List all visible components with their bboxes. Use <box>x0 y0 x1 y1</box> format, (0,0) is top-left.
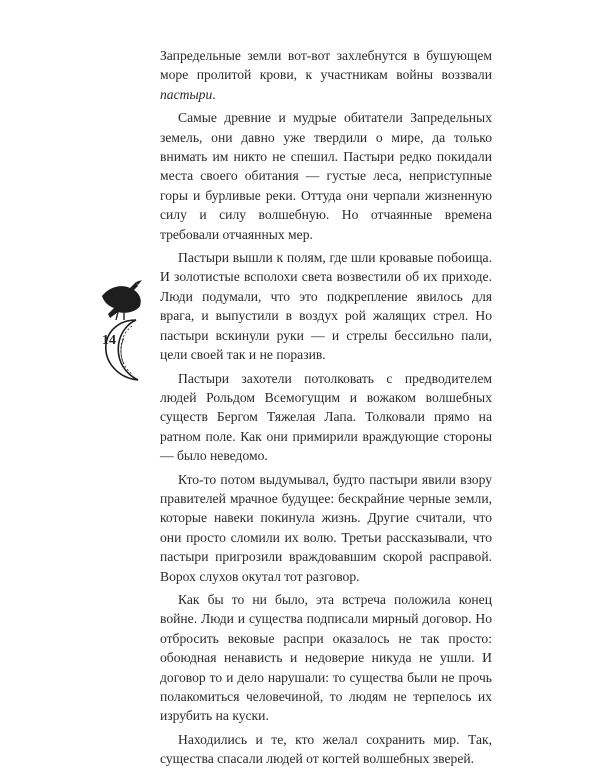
paragraph: Самые древние и мудрые обитатели Запредельных земель, они давно уже твердили о мире, да только внимать им никто не спешил. Пастыри редко покидали места своего обитания — густые леса, неприступные горы и бурливые реки. Оттуда они черпали жизненную силу и силу волшебную. Но отчаянные времена требовали отчаянных мер. <box>160 110 492 242</box>
paragraph-text: Запредельные земли вот-вот захлебнутся в бушующем море пролитой крови, к участникам войны воззвали <box>160 48 492 83</box>
paragraph: Находились и те, кто желал сохранить мир. Так, существа спасали людей от когтей волшебных зверей. <box>160 731 492 767</box>
paragraph <box>160 46 492 104</box>
emphasized-term: пастыри <box>160 86 213 102</box>
body-text <box>160 46 492 773</box>
paragraph: Пастыри вышли к полям, где шли кровавые побоища. И золотистые всполохи света возвестили об их приходе. Люди подумали, что это подкрепление явилось для врага, и выпустили в воздух рой жалящих стрел. Но пастыри вскинули руки — и стрелы бессильно пали, цели своей так и не поразив. <box>160 250 492 363</box>
raven-on-crescent-moon-icon <box>96 274 168 386</box>
paragraph-text: . <box>212 86 216 102</box>
paragraph: Кто-то потом выдумывал, будто пастыри явили взору правителей мрачное будущее: бескрайние черные земли, которые навеки покинула жизнь. Другие считали, что они просто сломили их волю. Третьи рассказывали, что пастыри пригрозили враждовавшим скорой расправой. Ворох слухов окутал тот разговор. <box>160 471 492 584</box>
page-number: 14 <box>102 333 116 348</box>
paragraph: Пастыри захотели потолковать с предводителем людей Рольдом Всемогущим и вожаком волшебных существ Бергом Тяжелая Лапа. Толковали прямо на ратном поле. Как они примирили враждующие стороны — было неведомо. <box>160 370 492 464</box>
paragraph: Как бы то ни было, эта встреча положила конец войне. Люди и существа подписали мирный договор. Но отбросить вековые распри оказалось не так просто: обоюдная ненависть и недоверие никуда не ушли. И договор то и дело нарушали: то существа были не прочь полакомиться человечиной, то людям не терпелось их изрубить на куски. <box>160 591 492 724</box>
